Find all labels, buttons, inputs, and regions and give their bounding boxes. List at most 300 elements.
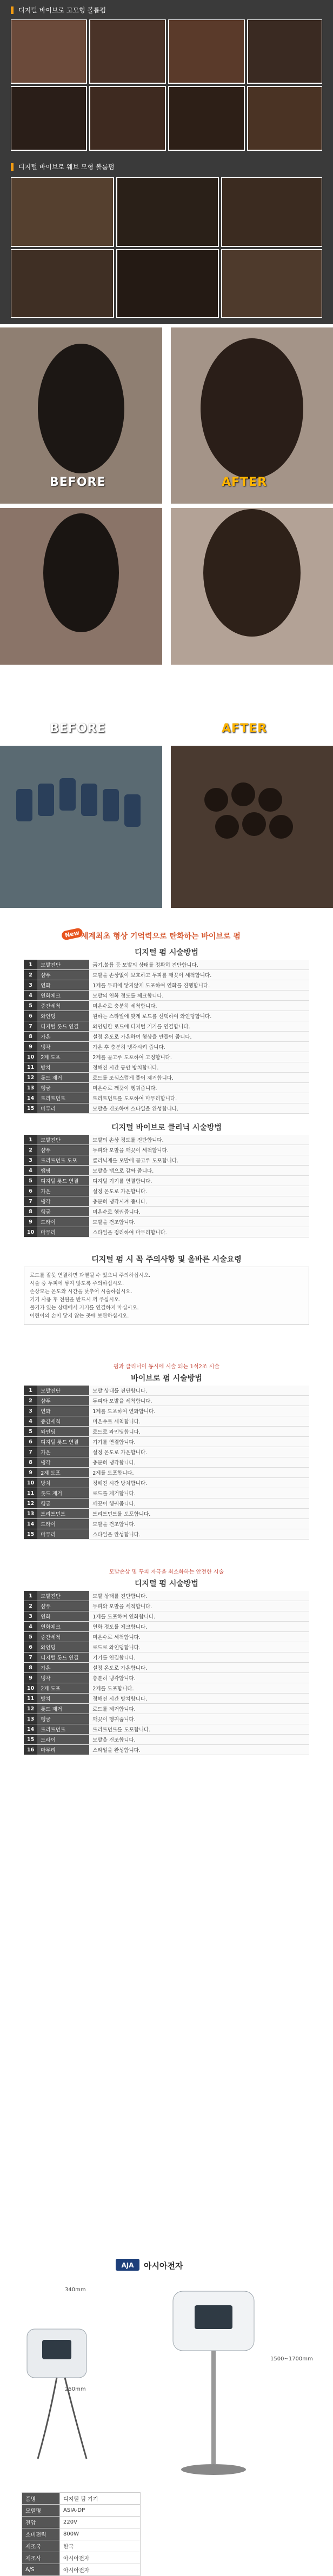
spec-key: 모델명 [22, 2505, 60, 2517]
brand-name: 아시아전자 [144, 2261, 183, 2271]
cell-num: 2 [24, 1601, 37, 1611]
table-row [24, 1724, 309, 1735]
cell-num: 8 [24, 1663, 37, 1673]
cell-step: 헹굼 [37, 1714, 89, 1724]
table-row [24, 1011, 309, 1021]
spec-row [22, 2493, 141, 2505]
notice-1: 펌과 클리닉이 동시에 시술 되는 1석2조 시술 [113, 1364, 220, 1370]
table-row [24, 1488, 309, 1498]
cell-num: 8 [24, 1207, 37, 1217]
table-row [24, 1176, 309, 1186]
cell-desc: 로드로 와인딩합니다. [89, 1427, 309, 1437]
cell-desc: 1제를 도포하여 연화합니다. [89, 1611, 309, 1622]
cell-step: 2제 도포 [37, 1683, 89, 1694]
cell-desc: 모발을 랩으로 감싸 줍니다. [89, 1166, 309, 1176]
table-row [24, 1227, 309, 1237]
table-4 [24, 1591, 309, 1755]
cell-step: 방치 [37, 1062, 89, 1073]
section-1-header: 디지털 바이브로 고모형 볼륨펌 [11, 4, 106, 16]
cell-step: 드라이 [37, 1217, 89, 1227]
cell-step: 가온 [37, 1032, 89, 1042]
cell-num: 13 [24, 1714, 37, 1724]
curl-gallery-panel-2 [0, 156, 333, 324]
cell-step: 방치 [37, 1478, 89, 1488]
cell-num: 3 [24, 1155, 37, 1166]
cell-desc: 모발 상태를 진단합니다. [89, 1386, 309, 1396]
table-row [24, 1447, 309, 1457]
warning-line: 손상모는 온도와 시간을 낮추어 시술하십시오. [30, 1289, 132, 1295]
cell-step: 헹굼 [37, 1083, 89, 1093]
gallery-photo [11, 250, 114, 318]
table-row [24, 1186, 309, 1196]
cell-num: 10 [24, 1478, 37, 1488]
cell-step: 연화 [37, 1406, 89, 1416]
cell-desc: 깨끗이 헹궈줍니다. [89, 1498, 309, 1509]
cell-desc: 트리트먼트를 도포합니다. [89, 1724, 309, 1735]
cell-step: 가온 [37, 1663, 89, 1673]
cell-desc: 설정 온도로 가온합니다. [89, 1186, 309, 1196]
cell-num: 15 [24, 1103, 37, 1114]
spec-key: A/S [22, 2564, 60, 2576]
cell-num: 5 [24, 1176, 37, 1186]
cell-num: 10 [24, 1227, 37, 1237]
cell-desc: 가온 후 충분히 냉각시켜 줍니다. [89, 1042, 309, 1052]
intro-title: 세계최초 형상 기억력으로 탄화하는 바이브로 펌 [81, 932, 241, 941]
spec-value: 디지털 펌 기기 [60, 2493, 141, 2505]
cell-step: 샴푸 [37, 1601, 89, 1611]
table-row [24, 1135, 309, 1145]
cell-num: 8 [24, 1032, 37, 1042]
cell-desc: 미온수로 세척합니다. [89, 1416, 309, 1427]
cell-step: 연화체크 [37, 1622, 89, 1632]
spec-value: ASIA-DP [60, 2505, 141, 2517]
table-row [24, 1457, 309, 1468]
cell-step: 디지털 롯드 연결 [37, 1437, 89, 1447]
table-row [24, 1196, 309, 1207]
curl-gallery-2 [11, 177, 322, 318]
cell-num: 2 [24, 1145, 37, 1155]
dimension-height: 1500~1700mm [270, 2356, 313, 2362]
warning-line: 로드를 잘못 연결하면 과열될 수 있으니 주의하십시오. [30, 1273, 151, 1279]
cell-desc: 트리트먼트를 도포하여 마무리합니다. [89, 1093, 309, 1103]
table-row [24, 1001, 309, 1011]
cell-step: 디지털 롯드 연결 [37, 1652, 89, 1663]
cell-desc: 기기를 연결합니다. [89, 1437, 309, 1447]
cell-step: 방치 [37, 1694, 89, 1704]
cell-num: 6 [24, 1642, 37, 1652]
cell-step: 2제 도포 [37, 1468, 89, 1478]
section-2-header: 디지털 바이브로 웨브 모형 볼륨펌 [11, 161, 115, 173]
table-row [24, 1052, 309, 1062]
cell-num: 13 [24, 1509, 37, 1519]
after-label-1: AFTER [222, 476, 268, 489]
cell-num: 15 [24, 1529, 37, 1540]
cell-num: 1 [24, 1135, 37, 1145]
cell-num: 9 [24, 1468, 37, 1478]
spec-key: 제조사 [22, 2552, 60, 2564]
cell-num: 3 [24, 980, 37, 991]
cell-step: 트리트먼트 [37, 1093, 89, 1103]
cell-desc: 로드로 와인딩합니다. [89, 1642, 309, 1652]
table-row [24, 1073, 309, 1083]
cell-step: 마무리 [37, 1227, 89, 1237]
gallery-photo [11, 86, 86, 150]
cell-num: 6 [24, 1437, 37, 1447]
cell-desc: 설정 온도로 가온하여 형상을 만들어 줍니다. [89, 1032, 309, 1042]
gallery-photo [169, 19, 244, 83]
dimension-depth: 250mm [65, 2386, 86, 2392]
cell-desc: 디지털 기기를 연결합니다. [89, 1176, 309, 1186]
cell-num: 4 [24, 1166, 37, 1176]
table-row [24, 1601, 309, 1611]
spec-key: 전압 [22, 2517, 60, 2528]
warning-line: 어린이의 손이 닿지 않는 곳에 보관하십시오. [30, 1313, 129, 1319]
gallery-photo [169, 86, 244, 150]
cell-step: 롯드 제거 [37, 1073, 89, 1083]
cell-desc: 모발의 연화 정도를 체크합니다. [89, 991, 309, 1001]
cell-step: 냉각 [37, 1196, 89, 1207]
cell-num: 5 [24, 1632, 37, 1642]
after-label-2: AFTER [222, 722, 268, 735]
cell-num: 9 [24, 1673, 37, 1683]
table-row [24, 1509, 309, 1519]
table-row [24, 970, 309, 980]
before-label-1: BEFORE [50, 476, 106, 489]
curl-gallery-1 [11, 19, 322, 151]
cell-num: 3 [24, 1611, 37, 1622]
cell-num: 14 [24, 1093, 37, 1103]
spec-row [22, 2528, 141, 2540]
cell-desc: 충분히 냉각합니다. [89, 1457, 309, 1468]
cell-desc: 2제를 골고루 도포하여 고정합니다. [89, 1052, 309, 1062]
cell-step: 드라이 [37, 1735, 89, 1745]
cell-num: 12 [24, 1704, 37, 1714]
cell-step: 샴푸 [37, 970, 89, 980]
cell-step: 냉각 [37, 1042, 89, 1052]
table-row [24, 1663, 309, 1673]
table-row [24, 1166, 309, 1176]
spec-row [22, 2517, 141, 2528]
table-row [24, 1427, 309, 1437]
spec-value: 220V [60, 2517, 141, 2528]
spec-key: 제조국 [22, 2540, 60, 2552]
cell-desc: 두피와 모발을 세척합니다. [89, 1601, 309, 1611]
spec-value: 한국 [60, 2540, 141, 2552]
cell-step: 2제 도포 [37, 1052, 89, 1062]
table-row [24, 1683, 309, 1694]
table-row [24, 1042, 309, 1052]
cell-desc: 모발을 건조합니다. [89, 1735, 309, 1745]
table-row [24, 1642, 309, 1652]
table-row [24, 1103, 309, 1114]
table-row [24, 991, 309, 1001]
cell-desc: 충분히 냉각시켜 줍니다. [89, 1196, 309, 1207]
cell-num: 1 [24, 1386, 37, 1396]
cell-desc: 스타일을 완성합니다. [89, 1529, 309, 1540]
table-row [24, 1207, 309, 1217]
cell-desc: 충분히 냉각합니다. [89, 1673, 309, 1683]
cell-desc: 굵기,볼륨 등 모발의 상태를 정확히 진단합니다. [89, 960, 309, 970]
cell-step: 마무리 [37, 1745, 89, 1755]
cell-num: 10 [24, 1683, 37, 1694]
cell-step: 가온 [37, 1186, 89, 1196]
table-row [24, 1735, 309, 1745]
cell-num: 16 [24, 1745, 37, 1755]
gallery-photo [11, 19, 86, 83]
cell-desc: 정해진 시간 방치합니다. [89, 1478, 309, 1488]
cell-step: 냉각 [37, 1673, 89, 1683]
table-row [24, 1498, 309, 1509]
notice-2: 모발손상 및 두피 자극을 최소화하는 안전한 시술 [109, 1569, 224, 1575]
cell-desc: 두피와 모발을 깨끗이 세척합니다. [89, 1145, 309, 1155]
cell-step: 롯드 제거 [37, 1704, 89, 1714]
before-label-2: BEFORE [50, 722, 106, 735]
cell-desc: 모발을 건조하여 스타일을 완성합니다. [89, 1103, 309, 1114]
cell-step: 헹굼 [37, 1207, 89, 1217]
cell-num: 15 [24, 1735, 37, 1745]
cell-desc: 정해진 시간 방치합니다. [89, 1694, 309, 1704]
table-row [24, 1093, 309, 1103]
table-row [24, 1745, 309, 1755]
cell-desc: 연화 정도를 체크합니다. [89, 1622, 309, 1632]
cell-num: 14 [24, 1519, 37, 1529]
spec-row [22, 2564, 141, 2576]
cell-step: 드라이 [37, 1519, 89, 1529]
cell-desc: 정해진 시간 동안 방치합니다. [89, 1062, 309, 1073]
cell-step: 중간세척 [37, 1632, 89, 1642]
cell-step: 랩핑 [37, 1166, 89, 1176]
cell-num: 7 [24, 1652, 37, 1663]
table-row [24, 1591, 309, 1601]
cell-desc: 두피와 모발을 세척합니다. [89, 1396, 309, 1406]
spec-table [22, 2492, 141, 2576]
table-1-title: 디지털 펌 시술방법 [135, 948, 198, 957]
table-row [24, 1632, 309, 1642]
table-row [24, 1468, 309, 1478]
cell-num: 6 [24, 1186, 37, 1196]
cell-desc: 설정 온도로 가온합니다. [89, 1663, 309, 1673]
table-row [24, 1062, 309, 1073]
cell-desc: 2제를 도포합니다. [89, 1468, 309, 1478]
cell-desc: 스타일을 완성합니다. [89, 1745, 309, 1755]
table-row [24, 960, 309, 970]
cell-step: 트리트먼트 [37, 1724, 89, 1735]
cell-desc: 모발을 건조합니다. [89, 1217, 309, 1227]
cell-num: 7 [24, 1021, 37, 1032]
cell-step: 와인딩 [37, 1011, 89, 1021]
cell-step: 모발진단 [37, 1135, 89, 1145]
brand-logo [116, 2258, 218, 2272]
cell-num: 9 [24, 1217, 37, 1227]
cell-step: 중간세척 [37, 1001, 89, 1011]
cell-step: 모발진단 [37, 1591, 89, 1601]
cell-desc: 와인딩한 로드에 디지털 기기를 연결합니다. [89, 1021, 309, 1032]
warnings-box [24, 1267, 309, 1325]
cell-step: 샴푸 [37, 1396, 89, 1406]
cell-num: 2 [24, 1396, 37, 1406]
rod-photos [0, 746, 333, 908]
cell-desc: 미온수로 헹궈줍니다. [89, 1207, 309, 1217]
cell-desc: 트리트먼트를 도포합니다. [89, 1509, 309, 1519]
table-row [24, 1611, 309, 1622]
cell-num: 5 [24, 1001, 37, 1011]
cell-desc: 스타일을 정리하여 마무리합니다. [89, 1227, 309, 1237]
table-row [24, 980, 309, 991]
cell-desc: 클리닉제를 모발에 골고루 도포합니다. [89, 1155, 309, 1166]
spec-key: 품명 [22, 2493, 60, 2505]
cell-step: 헹굼 [37, 1498, 89, 1509]
cell-desc: 모발의 손상 정도를 진단합니다. [89, 1135, 309, 1145]
cell-step: 트리트먼트 도포 [37, 1155, 89, 1166]
rod-photo [0, 746, 162, 908]
cell-step: 와인딩 [37, 1427, 89, 1437]
cell-step: 마무리 [37, 1529, 89, 1540]
spec-key: 소비전력 [22, 2528, 60, 2540]
cell-num: 13 [24, 1083, 37, 1093]
before-after-2-photos [0, 508, 333, 665]
product-illustration [16, 2280, 319, 2486]
cell-num: 14 [24, 1724, 37, 1735]
table-row [24, 1622, 309, 1632]
cell-num: 3 [24, 1406, 37, 1416]
cell-num: 11 [24, 1694, 37, 1704]
table-row [24, 1386, 309, 1396]
cell-step: 모발진단 [37, 960, 89, 970]
table-row [24, 1714, 309, 1724]
cell-step: 와인딩 [37, 1642, 89, 1652]
curl-gallery-panel-1 [0, 0, 333, 156]
spec-value: 아시아전자 [60, 2564, 141, 2576]
svg-text:AJA: AJA [121, 2261, 134, 2269]
cell-desc: 로드를 제거합니다. [89, 1488, 309, 1498]
table-row [24, 1652, 309, 1663]
table-row [24, 1704, 309, 1714]
cell-num: 11 [24, 1062, 37, 1073]
table-row [24, 1416, 309, 1427]
cell-num: 4 [24, 1416, 37, 1427]
table-row [24, 1673, 309, 1683]
cell-desc: 기기를 연결합니다. [89, 1652, 309, 1663]
table-row [24, 1396, 309, 1406]
cell-step: 연화 [37, 980, 89, 991]
cell-num: 12 [24, 1073, 37, 1083]
cell-step: 트리트먼트 [37, 1509, 89, 1519]
spec-value: 800W [60, 2528, 141, 2540]
table-1 [24, 960, 309, 1114]
table-row [24, 1155, 309, 1166]
cell-desc: 1제를 두피에 닿지않게 도포하여 연화를 진행합니다. [89, 980, 309, 991]
spec-row [22, 2505, 141, 2517]
cell-desc: 로드를 조심스럽게 풀어 제거합니다. [89, 1073, 309, 1083]
cell-num: 1 [24, 960, 37, 970]
cell-step: 디지털 롯드 연결 [37, 1176, 89, 1186]
cell-num: 9 [24, 1042, 37, 1052]
cell-step: 마무리 [37, 1103, 89, 1114]
cell-num: 4 [24, 1622, 37, 1632]
cell-desc: 원하는 스타일에 맞게 로드를 선택하여 와인딩합니다. [89, 1011, 309, 1021]
new-badge: New [61, 927, 84, 941]
table-2 [24, 1135, 309, 1237]
cell-desc: 모발을 건조합니다. [89, 1519, 309, 1529]
cell-desc: 로드를 제거합니다. [89, 1704, 309, 1714]
gallery-photo [11, 177, 114, 246]
spec-value: 아시아전자 [60, 2552, 141, 2564]
table-row [24, 1478, 309, 1488]
cell-num: 7 [24, 1196, 37, 1207]
table-2-title: 디지털 바이브로 클리닉 시술방법 [111, 1123, 222, 1132]
cell-num: 10 [24, 1052, 37, 1062]
gallery-photo [248, 86, 322, 150]
cell-num: 11 [24, 1488, 37, 1498]
warning-line: 기기 사용 후 전원을 반드시 꺼 주십시오. [30, 1297, 121, 1303]
table-row [24, 1145, 309, 1155]
gallery-photo [90, 86, 165, 150]
gallery-photo [117, 250, 218, 318]
cell-step: 롯드 제거 [37, 1488, 89, 1498]
cell-step: 연화 [37, 1611, 89, 1622]
table-4-title: 디지털 펌 시술방법 [135, 1580, 198, 1588]
dimension-width: 340mm [65, 2287, 86, 2293]
table-row [24, 1694, 309, 1704]
cell-desc: 미온수로 세척합니다. [89, 1632, 309, 1642]
table-row [24, 1437, 309, 1447]
cell-step: 냉각 [37, 1457, 89, 1468]
cell-step: 모발진단 [37, 1386, 89, 1396]
spec-row [22, 2552, 141, 2564]
cell-desc: 깨끗이 헹궈줍니다. [89, 1714, 309, 1724]
table-row [24, 1083, 309, 1093]
warning-line: 물기가 있는 상태에서 기기를 연결하지 마십시오. [30, 1305, 139, 1311]
gallery-photo [90, 19, 165, 83]
table-row [24, 1217, 309, 1227]
cell-step: 샴푸 [37, 1145, 89, 1155]
cell-desc: 설정 온도로 가온합니다. [89, 1447, 309, 1457]
spec-row [22, 2540, 141, 2552]
cell-desc: 미온수로 충분히 세척합니다. [89, 1001, 309, 1011]
cell-num: 6 [24, 1011, 37, 1021]
cell-desc: 모발을 손상없이 보호하고 두피를 깨끗이 세척합니다. [89, 970, 309, 980]
cell-step: 가온 [37, 1447, 89, 1457]
cell-num: 1 [24, 1591, 37, 1601]
cell-num: 8 [24, 1457, 37, 1468]
gallery-photo [117, 177, 218, 246]
warnings-title: 디지털 펌 시 꼭 주의사항 및 올바른 시술요령 [91, 1255, 242, 1264]
table-3-title: 바이브로 펌 시술방법 [131, 1374, 202, 1383]
cell-step: 연화체크 [37, 991, 89, 1001]
cell-desc: 2제를 도포합니다. [89, 1683, 309, 1694]
table-3 [24, 1386, 309, 1540]
table-row [24, 1519, 309, 1529]
cell-step: 중간세척 [37, 1416, 89, 1427]
cell-desc: 1제를 도포하여 연화합니다. [89, 1406, 309, 1416]
gallery-photo [222, 250, 322, 318]
cell-desc: 모발 상태를 진단합니다. [89, 1591, 309, 1601]
cell-num: 7 [24, 1447, 37, 1457]
cell-step: 디지털 롯드 연결 [37, 1021, 89, 1032]
warning-line: 시술 중 두피에 닿지 않도록 주의하십시오. [30, 1281, 124, 1287]
table-row [24, 1406, 309, 1416]
table-row [24, 1032, 309, 1042]
cell-desc: 미온수로 깨끗이 헹궈줍니다. [89, 1083, 309, 1093]
cell-num: 5 [24, 1427, 37, 1437]
gallery-photo [248, 19, 322, 83]
cell-num: 2 [24, 970, 37, 980]
gallery-photo [222, 177, 322, 246]
cell-num: 12 [24, 1498, 37, 1509]
table-row [24, 1529, 309, 1540]
table-row [24, 1021, 309, 1032]
cell-num: 4 [24, 991, 37, 1001]
